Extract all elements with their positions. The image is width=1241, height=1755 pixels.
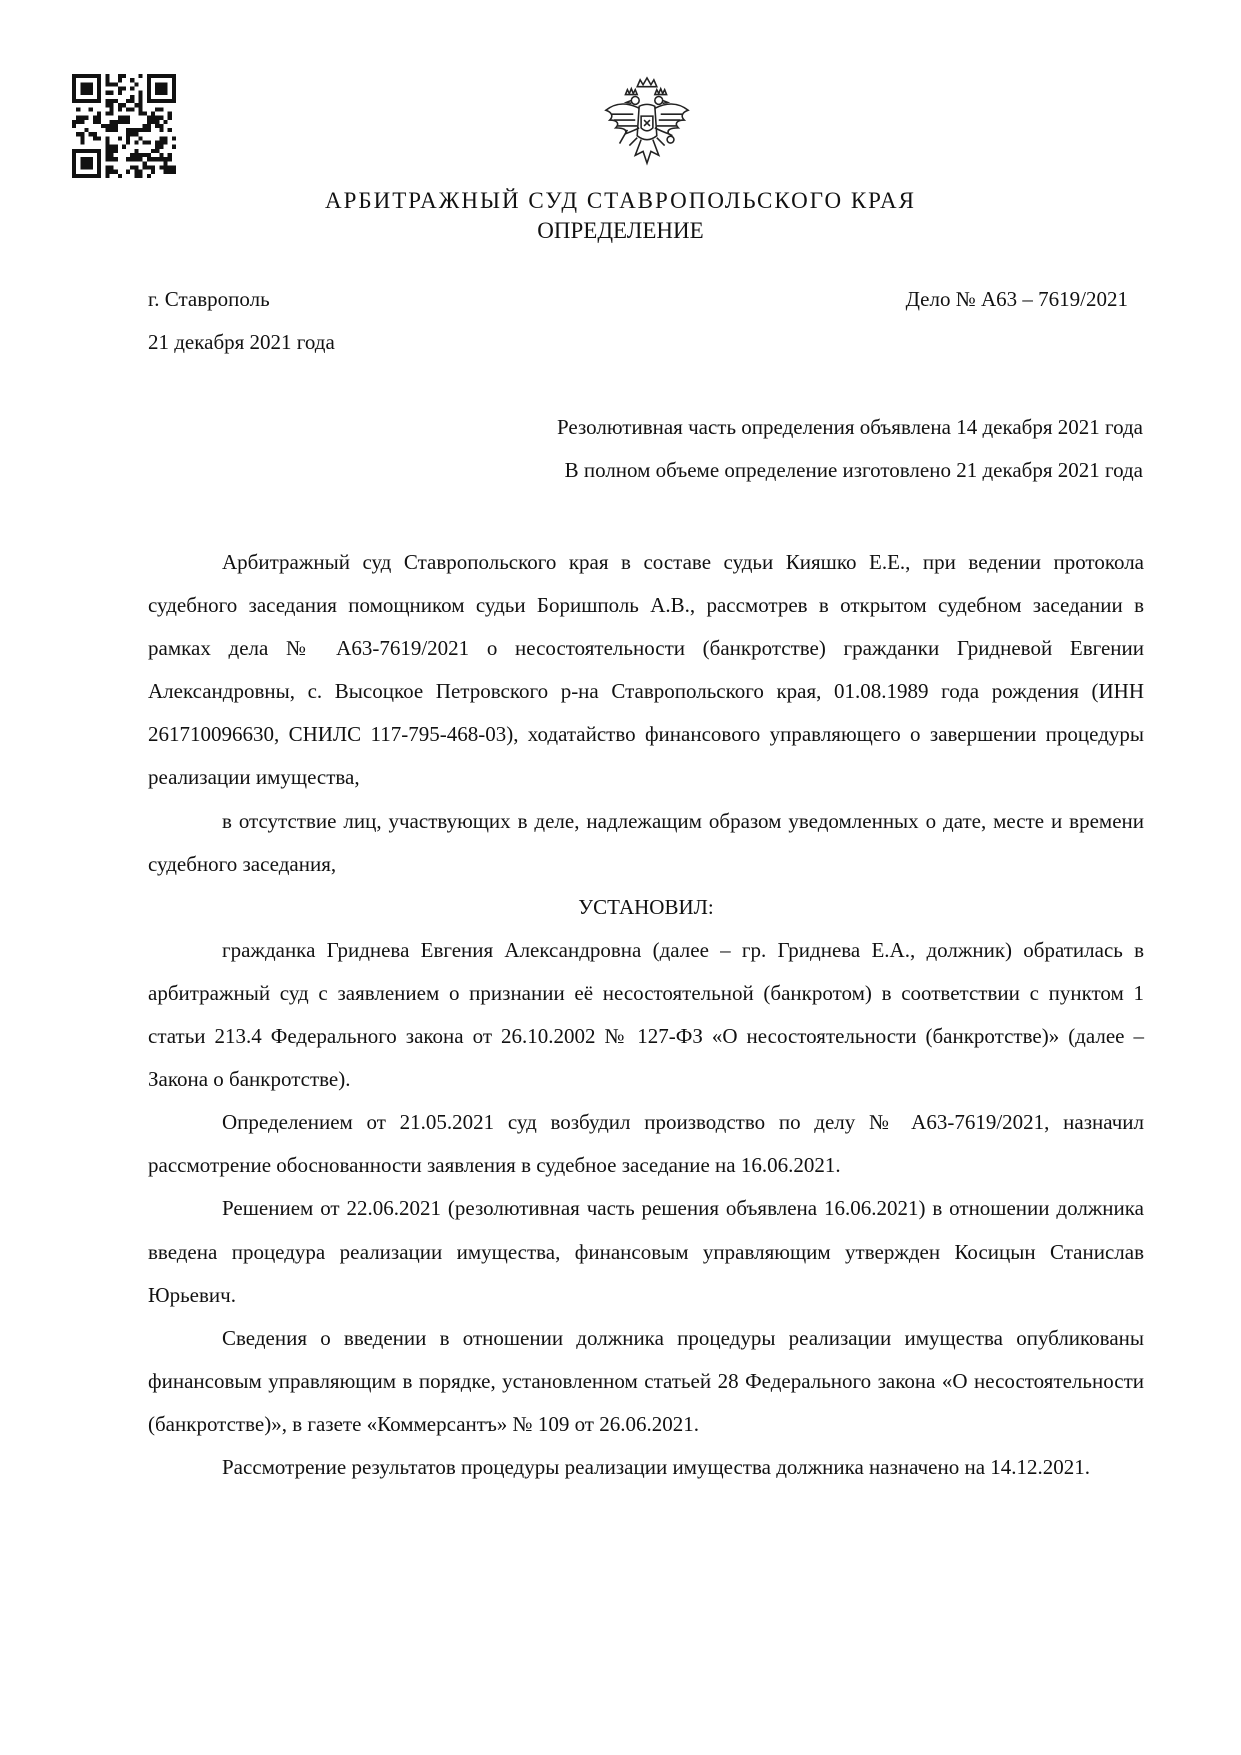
paragraph-debtor-application: гражданка Гриднева Евгения Александровна (далее – гр. Гриднева Е.А., должник) обратилась в арбитражный суд с заявлением о признании её несостоятельной (банкротом) в соответствии с пунктом 1 статьи 213.4 Федерального закона от 26.10.2002 № 127-ФЗ «О несостоятельности (банкротстве)» (далее – Закона о банкротстве). bbox=[148, 937, 1144, 1092]
paragraph-absence: в отсутствие лиц, участвующих в деле, надлежащим образом уведомленных о дате, месте и времени судебного заседания, bbox=[148, 808, 1144, 876]
document-date: 21 декабря 2021 года bbox=[148, 330, 335, 354]
paragraph-decision: Решением от 22.06.2021 (резолютивная часть решения объявлена 16.06.2021) в отношении должника введена процедура реализации имущества, финансовым управляющим утвержден Косицын Станислав Юрьевич. bbox=[148, 1196, 1144, 1307]
resolution-announced-note: Резолютивная часть определения объявлена 14 декабря 2021 года bbox=[557, 415, 1143, 439]
document-body bbox=[148, 541, 1144, 1489]
paragraph-proceeding-initiated: Определением от 21.05.2021 суд возбудил производство по делу № А63-7619/2021, назначил рассмотрение обоснованности заявления в судебное заседание на 16.06.2021. bbox=[148, 1110, 1144, 1178]
court-name: АРБИТРАЖНЫЙ СУД СТАВРОПОЛЬСКОГО КРАЯ bbox=[325, 188, 916, 213]
paragraph-review-scheduled: Рассмотрение результатов процедуры реализации имущества должника назначено на 14.12.2021. bbox=[222, 1454, 1091, 1479]
paragraph-court-composition: Арбитражный суд Ставропольского края в составе судьи Кияшко Е.Е., при ведении протокола судебного заседания помощником судьи Боришполь А.В., рассмотрев в открытом судебном заседании в рамках дела № А63-7619/2021 о несостоятельности (банкротстве) гражданки Гридневой Евгении Александровны, с. Высоцкое Петровского р-на Ставропольского края, 01.08.1989 года рождения (ИНН 261710096630, СНИЛС 117-795-468-03), ходатайство финансового управляющего о завершении процедуры реализации имущества, bbox=[148, 550, 1144, 790]
document-type: ОПРЕДЕЛЕНИЕ bbox=[537, 218, 704, 243]
paragraph-publication: Сведения о введении в отношении должника процедуры реализации имущества опубликованы финансовым управляющим в порядке, установленном статьей 28 Федерального закона «О несостоятельности (банкротстве)», в газете «Коммерсантъ» № 109 от 26.06.2021. bbox=[148, 1325, 1144, 1436]
city: г. Ставрополь bbox=[148, 287, 270, 311]
heading-established: УСТАНОВИЛ: bbox=[578, 894, 714, 919]
full-text-made-note: В полном объеме определение изготовлено 21 декабря 2021 года bbox=[564, 458, 1143, 482]
qr-code-icon bbox=[72, 74, 176, 178]
case-number: Дело № А63 – 7619/2021 bbox=[905, 287, 1128, 311]
coat-of-arms-icon bbox=[598, 72, 696, 172]
